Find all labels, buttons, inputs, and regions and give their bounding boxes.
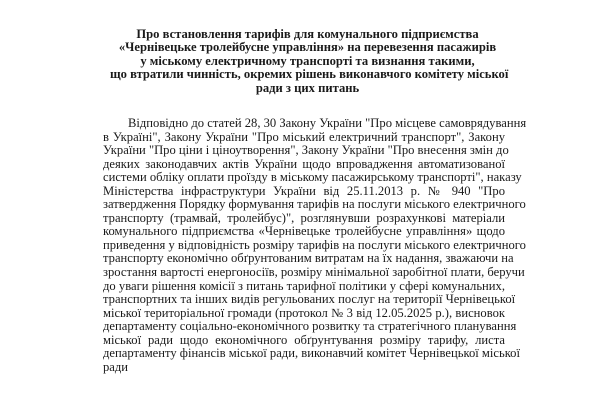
body-line: України "Про ціни і ціноутворення", Закону України "Про внесення змін до	[103, 143, 509, 158]
title-line: ради з цих питань	[255, 80, 360, 95]
body-line: ради	[103, 359, 129, 374]
body-line: до уваги рішення комісії з питань тарифної політики у сфері комунальних,	[103, 278, 505, 293]
document-body-paragraph	[103, 116, 527, 374]
body-line: транспорту (трамвай, тролейбус)", розглянувши розрахункові матеріали	[103, 210, 505, 225]
body-line: Міністерства інфраструктури України від 25.11.2013 р. № 940 "Про	[103, 183, 505, 198]
body-line: міської територіальної громади (протокол № 3 від 12.05.2025 р.), висновок	[103, 305, 505, 320]
body-line: в Україні", Закону України "Про міський електричний транспорт", Закону	[103, 129, 505, 144]
title-line: у міському електричному транспорті та визнання такими,	[140, 53, 475, 68]
body-line: департаменту соціально-економічного розвитку та стратегічного планування	[103, 319, 517, 334]
body-line: затвердження Порядку формування тарифів на послуги міського електричного	[103, 197, 526, 212]
title-line: Про встановлення тарифів для комунального підприємства	[136, 27, 479, 41]
body-line: зростання вартості енергоносіїв, розміру мінімальної заробітної плати, беручи	[103, 265, 525, 280]
title-line: «Чернівецьке тролейбусне управління» на перевезення пасажирів	[118, 40, 497, 55]
body-line: приведення у відповідність розміру тарифів на послуги міського електричного	[103, 237, 526, 252]
body-line: Відповідно до статей 28, 30 Закону України "Про місцеве самоврядування	[128, 116, 527, 130]
body-line: деяких законодавчих актів України щодо впровадження автоматизованої	[103, 156, 505, 171]
body-line: системи обліку оплати проїзду в міському пасажирському транспорті", наказу	[103, 170, 522, 185]
document-title	[110, 27, 509, 95]
body-line: транспорту економічно обґрунтованим витратам на їх надання, зважаючи на	[103, 251, 514, 266]
body-line: комунального підприємства «Чернівецьке тролейбусне управління» щодо	[103, 224, 505, 239]
body-line: міської ради щодо економічного обґрунтування розміру тарифу, листа	[103, 332, 505, 347]
title-line: що втратили чинність, окремих рішень виконавчого комітету міської	[110, 67, 509, 82]
body-line: транспортних та інших видів регульованих послуг на території Чернівецької	[103, 292, 516, 307]
body-line: департаменту фінансів міської ради, виконавчий комітет Чернівецької міської	[103, 346, 520, 361]
